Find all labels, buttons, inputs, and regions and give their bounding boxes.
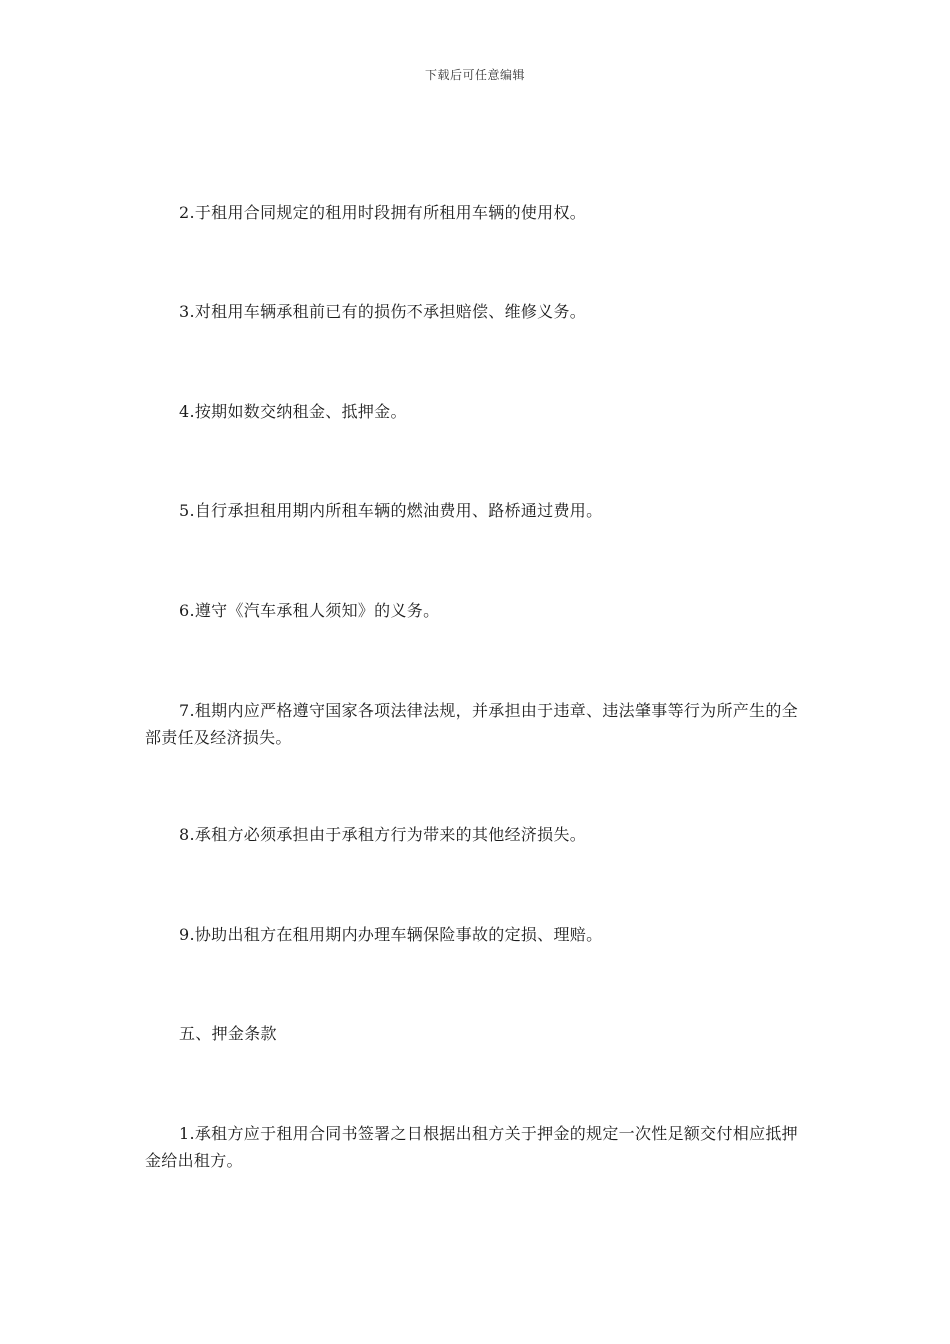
clause-8: 8.承租方必须承担由于承租方行为带来的其他经济损失。 [179,825,587,844]
clause-3: 3.对租用车辆承租前已有的损伤不承担赔偿、维修义务。 [179,302,587,321]
deposit-clause-1: 1.承租方应于租用合同书签署之日根据出租方关于押金的规定一次性足额交付相应抵押 金给出租方。 [145,1124,798,1170]
clause-2: 2.于租用合同规定的租用时段拥有所租用车辆的使用权。 [179,203,587,222]
clause-6: 6.遵守《汽车承租人须知》的义务。 [179,601,440,620]
clause-4: 4.按期如数交纳租金、抵押金。 [179,402,407,421]
clause-7: 7.租期内应严格遵守国家各项法律法规，并承担由于违章、违法肇事等行为所产生的全部责任及经济损失。 [145,701,798,747]
section-heading-deposit: 五、押金条款 [179,1024,277,1043]
page-header: 下载后可任意编辑 [424,68,525,82]
clause-5: 5.自行承担租用期内所租车辆的燃油费用、路桥通过费用。 [179,501,603,520]
clause-9: 9.协助出租方在租用期内办理车辆保险事故的定损、理赔。 [179,925,603,944]
